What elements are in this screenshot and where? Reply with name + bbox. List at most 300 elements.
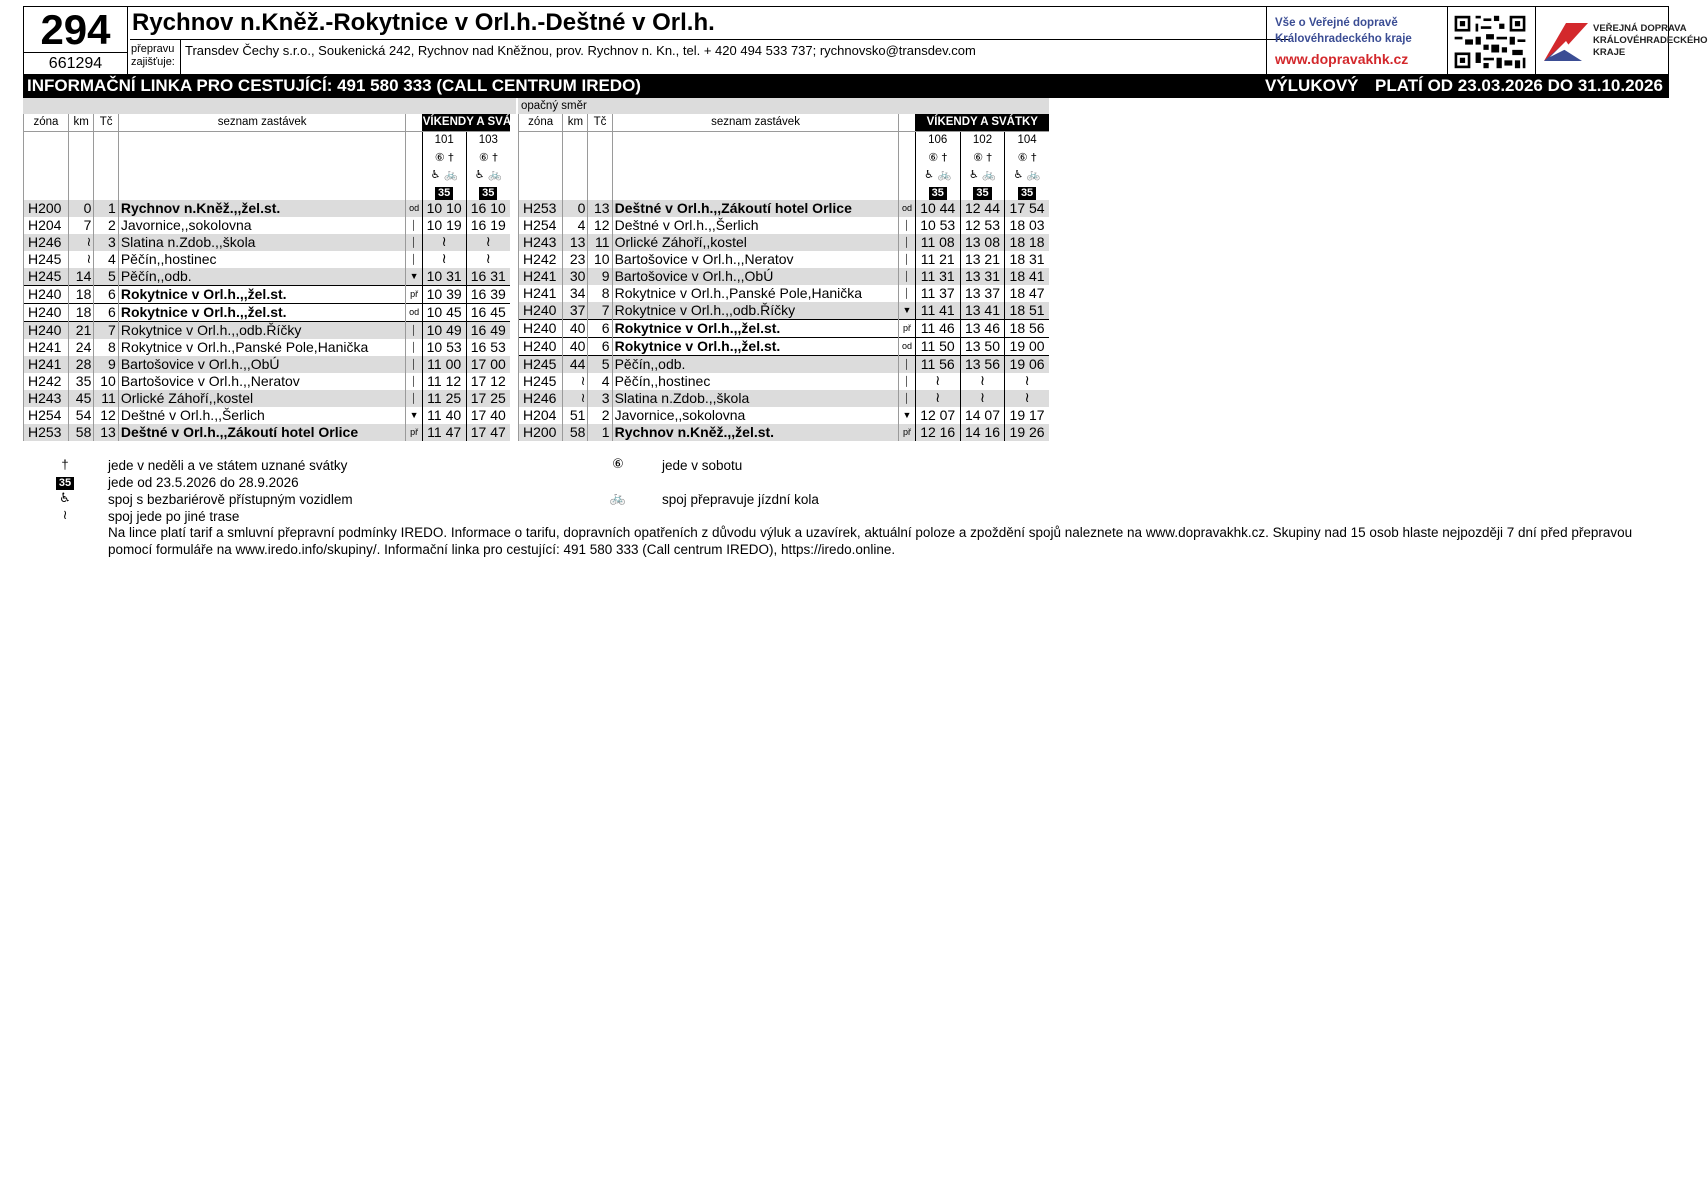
table-row xyxy=(24,390,511,407)
departure-time: 16 39 xyxy=(466,286,510,304)
legend-cross-text: jede v neděli a ve státem uznané svátky xyxy=(108,458,348,473)
kraj-logo xyxy=(1535,7,1708,75)
stop-name: Deštné v Orl.h.,,Šerlich xyxy=(612,217,899,234)
header-spacer xyxy=(563,132,588,150)
header-spacer xyxy=(118,183,406,200)
arrival-departure-mark: ▼ xyxy=(406,268,422,286)
arrival-departure-mark: │ xyxy=(406,339,422,356)
arrival-departure-mark: │ xyxy=(899,373,915,390)
departure-time: 13 08 xyxy=(960,234,1004,251)
table-row xyxy=(519,390,1050,407)
weekend-header: VÍKENDY A SVÁTKY xyxy=(915,114,1049,132)
header xyxy=(23,6,1708,74)
km-cell: 7 xyxy=(68,217,93,234)
header-spacer xyxy=(68,166,93,183)
zone-cell: H204 xyxy=(519,407,563,424)
arrival-departure-mark: │ xyxy=(406,356,422,373)
departure-time: 12 07 xyxy=(915,407,960,424)
direction-b-band xyxy=(518,98,1049,114)
header-spacer xyxy=(519,149,563,166)
stop-number-cell: 1 xyxy=(94,200,118,217)
stop-number-cell: 5 xyxy=(588,356,612,374)
direction-a-band xyxy=(23,98,516,114)
logo-text-line: KRÁLOVÉHRADECKÉHO xyxy=(1593,35,1708,46)
arrival-departure-mark: př xyxy=(899,424,915,441)
zone-header: zóna xyxy=(519,114,563,132)
departure-time: 17 54 xyxy=(1005,200,1049,217)
stop-name: Rychnov n.Kněž.,,žel.st. xyxy=(118,200,406,217)
departure-time: 10 49 xyxy=(422,322,466,340)
stop-number-cell: 13 xyxy=(94,424,118,441)
header-spacer xyxy=(563,166,588,183)
wheelchair-icon: ♿ xyxy=(59,491,71,506)
table-row xyxy=(519,217,1050,234)
header-spacer xyxy=(406,183,422,200)
table-row xyxy=(24,286,511,304)
table-row xyxy=(519,424,1050,441)
km-cell: 13 xyxy=(563,234,588,251)
departure-time: 17 25 xyxy=(466,390,510,407)
departure-time: 13 41 xyxy=(960,302,1004,320)
stop-number-cell: 6 xyxy=(94,304,118,322)
stop-number-header: Tč xyxy=(94,114,118,132)
box35-icon xyxy=(422,183,466,200)
km-header: km xyxy=(68,114,93,132)
stop-name: Rokytnice v Orl.h.,,odb.Říčky xyxy=(118,322,406,340)
zone-cell: H200 xyxy=(24,200,69,217)
arrival-departure-mark: │ xyxy=(899,268,915,285)
km-cell: 34 xyxy=(563,285,588,302)
arrival-departure-mark: př xyxy=(406,424,422,441)
header-spacer xyxy=(94,183,118,200)
info-bar xyxy=(23,74,1669,98)
kraj-logo-text xyxy=(1593,23,1708,59)
departure-time: ≀ xyxy=(915,390,960,407)
arrival-departure-mark: od xyxy=(406,200,422,217)
table-row xyxy=(24,424,511,441)
km-cell: ≀ xyxy=(68,234,93,251)
departure-time: 10 53 xyxy=(422,339,466,356)
trip-number: 104 xyxy=(1005,132,1049,150)
operator-label: přepravu zajišťuje: xyxy=(128,40,181,75)
stop-number-cell: 7 xyxy=(94,322,118,340)
zone-cell: H254 xyxy=(24,407,69,424)
departure-time: 16 53 xyxy=(466,339,510,356)
timetable-direction-b xyxy=(518,114,1049,441)
header-spacer xyxy=(519,166,563,183)
km-cell: 30 xyxy=(563,268,588,285)
wheelchair-bike-icon: ♿ 🚲 xyxy=(960,166,1004,183)
departure-time: ≀ xyxy=(422,251,466,268)
header-spacer xyxy=(24,183,69,200)
stop-name: Orlické Záhoří,,kostel xyxy=(612,234,899,251)
departure-time: 16 10 xyxy=(466,200,510,217)
header-spacer xyxy=(519,183,563,200)
departure-time: 13 56 xyxy=(960,356,1004,374)
box35-icon xyxy=(915,183,960,200)
departure-time: 18 18 xyxy=(1005,234,1049,251)
stop-name: Rokytnice v Orl.h.,,žel.st. xyxy=(612,338,899,356)
departure-time: 12 53 xyxy=(960,217,1004,234)
arrival-departure-mark: │ xyxy=(899,234,915,251)
departure-time: 11 40 xyxy=(422,407,466,424)
stop-name: Bartošovice v Orl.h.,,Neratov xyxy=(118,373,406,390)
zone-cell: H240 xyxy=(519,320,563,338)
zone-cell: H200 xyxy=(519,424,563,441)
arrival-departure-mark: │ xyxy=(406,234,422,251)
trip-number: 106 xyxy=(915,132,960,150)
stop-name: Slatina n.Zdob.,,škola xyxy=(612,390,899,407)
zone-cell: H254 xyxy=(519,217,563,234)
stop-name: Deštné v Orl.h.,,Šerlich xyxy=(118,407,406,424)
zone-header: zóna xyxy=(24,114,69,132)
stop-number-cell: 11 xyxy=(94,390,118,407)
box35-label: 35 xyxy=(479,187,497,200)
box35-label: 35 xyxy=(435,187,453,200)
header-spacer xyxy=(899,166,915,183)
header-spacer xyxy=(519,132,563,150)
km-cell: ≀ xyxy=(68,251,93,268)
departure-time: 13 21 xyxy=(960,251,1004,268)
stop-name: Deštné v Orl.h.,,Zákoutí hotel Orlice xyxy=(118,424,406,441)
stops-header: seznam zastávek xyxy=(612,114,899,132)
legend-sat-text: jede v sobotu xyxy=(662,458,743,473)
table-row xyxy=(24,356,511,373)
departure-time: 19 17 xyxy=(1005,407,1049,424)
header-spacer xyxy=(612,149,899,166)
stop-number-cell: 9 xyxy=(94,356,118,373)
header-spacer xyxy=(563,149,588,166)
trip-number: 101 xyxy=(422,132,466,150)
stop-name: Slatina n.Zdob.,,škola xyxy=(118,234,406,251)
arrival-departure-mark: od xyxy=(899,200,915,217)
stop-name: Javornice,,sokolovna xyxy=(118,217,406,234)
header-spacer xyxy=(24,166,69,183)
stop-number-cell: 10 xyxy=(588,251,612,268)
arrival-departure-mark: │ xyxy=(406,217,422,234)
zone-cell: H246 xyxy=(519,390,563,407)
cross-icon: † xyxy=(61,457,69,472)
departure-time: 19 06 xyxy=(1005,356,1049,374)
zone-cell: H243 xyxy=(24,390,69,407)
zone-cell: H241 xyxy=(24,339,69,356)
km-cell: 23 xyxy=(563,251,588,268)
box35-icon xyxy=(466,183,510,200)
zone-cell: H253 xyxy=(24,424,69,441)
departure-time: ≀ xyxy=(466,251,510,268)
departure-time: 18 51 xyxy=(1005,302,1049,320)
departure-time: 10 31 xyxy=(422,268,466,286)
zone-cell: H245 xyxy=(24,251,69,268)
arrival-departure-mark: │ xyxy=(406,373,422,390)
kraj-logo-icon xyxy=(1540,17,1590,65)
wheelchair-bike-icon: ♿ 🚲 xyxy=(1005,166,1049,183)
km-cell: ≀ xyxy=(563,373,588,390)
km-cell: 28 xyxy=(68,356,93,373)
mark-header xyxy=(899,114,915,132)
zone-cell: H240 xyxy=(24,286,69,304)
arrival-departure-mark: │ xyxy=(406,390,422,407)
stop-number-cell: 2 xyxy=(588,407,612,424)
line-number: 294 xyxy=(24,7,128,53)
stop-number-cell: 9 xyxy=(588,268,612,285)
stop-name: Rokytnice v Orl.h.,,žel.st. xyxy=(118,286,406,304)
sat-sun-icon: ⑥ † xyxy=(915,149,960,166)
departure-time: 10 53 xyxy=(915,217,960,234)
departure-time: 18 56 xyxy=(1005,320,1049,338)
box35-icon xyxy=(1005,183,1049,200)
header-spacer xyxy=(406,132,422,150)
table-row xyxy=(519,234,1050,251)
arrival-departure-mark: │ xyxy=(899,285,915,302)
departure-time: 10 39 xyxy=(422,286,466,304)
zone-cell: H246 xyxy=(24,234,69,251)
stop-number-cell: 7 xyxy=(588,302,612,320)
route-title: Rychnov n.Kněž.-Rokytnice v Orl.h.-Deštné v Orl.h. xyxy=(130,7,1290,40)
departure-time: 16 45 xyxy=(466,304,510,322)
arrival-departure-mark: ▼ xyxy=(406,407,422,424)
zone-cell: H245 xyxy=(519,373,563,390)
header-spacer xyxy=(24,149,69,166)
zone-cell: H240 xyxy=(24,322,69,340)
arrival-departure-mark: │ xyxy=(899,217,915,234)
sat-sun-icon: ⑥ † xyxy=(1005,149,1049,166)
header-spacer xyxy=(94,166,118,183)
arrival-departure-mark: ▼ xyxy=(899,407,915,424)
departure-time: ≀ xyxy=(1005,390,1049,407)
departure-time: 13 37 xyxy=(960,285,1004,302)
km-cell: 24 xyxy=(68,339,93,356)
departure-time: 11 37 xyxy=(915,285,960,302)
stops-header: seznam zastávek xyxy=(118,114,406,132)
arrival-departure-mark: ▼ xyxy=(899,302,915,320)
km-cell: 54 xyxy=(68,407,93,424)
departure-time: 10 10 xyxy=(422,200,466,217)
sat-sun-icon: ⑥ † xyxy=(960,149,1004,166)
stop-name: Rokytnice v Orl.h.,,žel.st. xyxy=(118,304,406,322)
departure-time: 14 07 xyxy=(960,407,1004,424)
header-spacer xyxy=(68,132,93,150)
legend-squig-text: spoj jede po jiné trase xyxy=(108,509,240,524)
departure-time: 10 44 xyxy=(915,200,960,217)
zone-cell: H241 xyxy=(24,356,69,373)
departure-time: ≀ xyxy=(960,373,1004,390)
departure-time: 16 49 xyxy=(466,322,510,340)
header-spacer xyxy=(588,149,612,166)
sat-sun-icon: ⑥ † xyxy=(422,149,466,166)
km-header: km xyxy=(563,114,588,132)
box35-label: 35 xyxy=(973,187,991,200)
km-cell: 35 xyxy=(68,373,93,390)
departure-time: ≀ xyxy=(915,373,960,390)
header-spacer xyxy=(899,149,915,166)
legend-bike-text: spoj přepravuje jízdní kola xyxy=(662,492,819,507)
departure-time: 11 56 xyxy=(915,356,960,374)
timetable-kind: VÝLUKOVÝ xyxy=(1265,76,1359,95)
stop-number-cell: 6 xyxy=(588,320,612,338)
departure-time: 17 00 xyxy=(466,356,510,373)
departure-time: 11 25 xyxy=(422,390,466,407)
mark-header xyxy=(406,114,422,132)
departure-time: 11 46 xyxy=(915,320,960,338)
km-cell: 37 xyxy=(563,302,588,320)
arrival-departure-mark: │ xyxy=(899,251,915,268)
zone-cell: H242 xyxy=(519,251,563,268)
departure-time: 18 47 xyxy=(1005,285,1049,302)
stop-number-cell: 6 xyxy=(588,338,612,356)
departure-time: 11 08 xyxy=(915,234,960,251)
zone-cell: H243 xyxy=(519,234,563,251)
bicycle-icon: 🚲 xyxy=(609,491,627,506)
km-cell: 18 xyxy=(68,304,93,322)
zone-cell: H245 xyxy=(24,268,69,286)
header-spacer xyxy=(94,149,118,166)
departure-time: 12 16 xyxy=(915,424,960,441)
sat-sun-icon: ⑥ † xyxy=(466,149,510,166)
departure-time: 18 31 xyxy=(1005,251,1049,268)
weekend-header: VÍKENDY A SVÁTKY xyxy=(422,114,510,132)
departure-time: ≀ xyxy=(960,390,1004,407)
box35-label: 35 xyxy=(929,187,947,200)
zone-cell: H245 xyxy=(519,356,563,374)
wheelchair-bike-icon: ♿ 🚲 xyxy=(915,166,960,183)
stop-name: Orlické Záhoří,,kostel xyxy=(118,390,406,407)
stop-number-cell: 6 xyxy=(94,286,118,304)
legend-box-text: jede od 23.5.2026 do 28.9.2026 xyxy=(108,475,299,490)
zone-cell: H240 xyxy=(519,338,563,356)
km-cell: 18 xyxy=(68,286,93,304)
departure-time: 13 50 xyxy=(960,338,1004,356)
zone-cell: H241 xyxy=(519,268,563,285)
km-cell: 51 xyxy=(563,407,588,424)
departure-time: 16 31 xyxy=(466,268,510,286)
zone-cell: H242 xyxy=(24,373,69,390)
header-spacer xyxy=(24,132,69,150)
departure-time: ≀ xyxy=(422,234,466,251)
table-row xyxy=(24,217,511,234)
header-spacer xyxy=(612,166,899,183)
stop-number-header: Tč xyxy=(588,114,612,132)
table-row xyxy=(24,234,511,251)
operator-info: Transdev Čechy s.r.o., Soukenická 242, Rychnov nad Kněžnou, prov. Rychnov n. Kn., tel. + 420 494 533 737; rychnovsko@transdev.com xyxy=(185,43,976,58)
table-row xyxy=(519,268,1050,285)
departure-time: 18 03 xyxy=(1005,217,1049,234)
departure-time: 11 21 xyxy=(915,251,960,268)
table-row xyxy=(519,356,1050,374)
trip-number: 102 xyxy=(960,132,1004,150)
logo-text-line: VEŘEJNÁ DOPRAVA xyxy=(1593,23,1687,34)
zone-cell: H240 xyxy=(519,302,563,320)
departure-time: 11 00 xyxy=(422,356,466,373)
departure-time: ≀ xyxy=(1005,373,1049,390)
vdk-url[interactable]: www.dopravakhk.cz xyxy=(1275,51,1409,67)
arrival-departure-mark: od xyxy=(899,338,915,356)
stop-number-cell: 11 xyxy=(588,234,612,251)
qr-code-icon xyxy=(1452,13,1528,71)
table-row xyxy=(519,302,1050,320)
table-row xyxy=(519,320,1050,338)
stop-name: Pěčín,,odb. xyxy=(118,268,406,286)
km-cell: 4 xyxy=(563,217,588,234)
stop-name: Pěčín,,hostinec xyxy=(612,373,899,390)
table-row xyxy=(519,373,1050,390)
header-spacer xyxy=(406,166,422,183)
departure-time: 17 12 xyxy=(466,373,510,390)
departure-time: 10 19 xyxy=(422,217,466,234)
km-cell: 21 xyxy=(68,322,93,340)
stop-name: Rokytnice v Orl.h.,,odb.Říčky xyxy=(612,302,899,320)
table-row xyxy=(24,268,511,286)
departure-time: 17 47 xyxy=(466,424,510,441)
header-spacer xyxy=(118,132,406,150)
table-row xyxy=(24,200,511,217)
km-cell: 45 xyxy=(68,390,93,407)
header-spacer xyxy=(68,149,93,166)
legend-wc-text: spoj s bezbariérově přístupným vozidlem xyxy=(108,492,353,507)
departure-time: 16 19 xyxy=(466,217,510,234)
table-row xyxy=(24,373,511,390)
departure-time: 19 26 xyxy=(1005,424,1049,441)
km-cell: 0 xyxy=(68,200,93,217)
license-number: 661294 xyxy=(24,53,128,75)
km-cell: 40 xyxy=(563,338,588,356)
arrival-departure-mark: │ xyxy=(406,251,422,268)
departure-time: 11 31 xyxy=(915,268,960,285)
header-spacer xyxy=(612,132,899,150)
timetable-direction-a xyxy=(23,114,535,441)
header-spacer xyxy=(588,183,612,200)
stop-name: Javornice,,sokolovna xyxy=(612,407,899,424)
stop-number-cell: 13 xyxy=(588,200,612,217)
header-spacer xyxy=(588,132,612,150)
table-row xyxy=(519,407,1050,424)
table-row xyxy=(24,407,511,424)
stop-name: Rokytnice v Orl.h.,Panské Pole,Hanička xyxy=(118,339,406,356)
zone-cell: H240 xyxy=(24,304,69,322)
zone-cell: H253 xyxy=(519,200,563,217)
validity: PLATÍ OD 23.03.2026 DO 31.10.2026 xyxy=(1375,76,1663,95)
table-row xyxy=(24,339,511,356)
logo-text-line: KRAJE xyxy=(1593,47,1626,58)
arrival-departure-mark: od xyxy=(406,304,422,322)
arrival-departure-mark: │ xyxy=(899,390,915,407)
stop-number-cell: 10 xyxy=(94,373,118,390)
wheelchair-bike-icon: ♿ 🚲 xyxy=(466,166,510,183)
departure-time: ≀ xyxy=(466,234,510,251)
box35-icon: 35 xyxy=(56,477,74,490)
info-line: INFORMAČNÍ LINKA PRO CESTUJÍCÍ: 491 580 333 (CALL CENTRUM IREDO) xyxy=(27,76,641,95)
departure-time: 11 12 xyxy=(422,373,466,390)
stop-number-cell: 12 xyxy=(94,407,118,424)
arrival-departure-mark: př xyxy=(899,320,915,338)
departure-time: 18 41 xyxy=(1005,268,1049,285)
stop-number-cell: 4 xyxy=(588,373,612,390)
stop-number-cell: 8 xyxy=(94,339,118,356)
km-cell: 40 xyxy=(563,320,588,338)
stop-number-cell: 3 xyxy=(588,390,612,407)
header-spacer xyxy=(899,183,915,200)
table-row xyxy=(24,251,511,268)
table-row xyxy=(519,285,1050,302)
zone-cell: H241 xyxy=(519,285,563,302)
km-cell: 58 xyxy=(68,424,93,441)
zone-cell: H204 xyxy=(24,217,69,234)
header-spacer xyxy=(118,166,406,183)
box35-icon xyxy=(960,183,1004,200)
header-spacer xyxy=(612,183,899,200)
vdk-info xyxy=(1266,7,1448,75)
vdk-line1: Vše o Veřejné dopravě xyxy=(1275,17,1398,29)
